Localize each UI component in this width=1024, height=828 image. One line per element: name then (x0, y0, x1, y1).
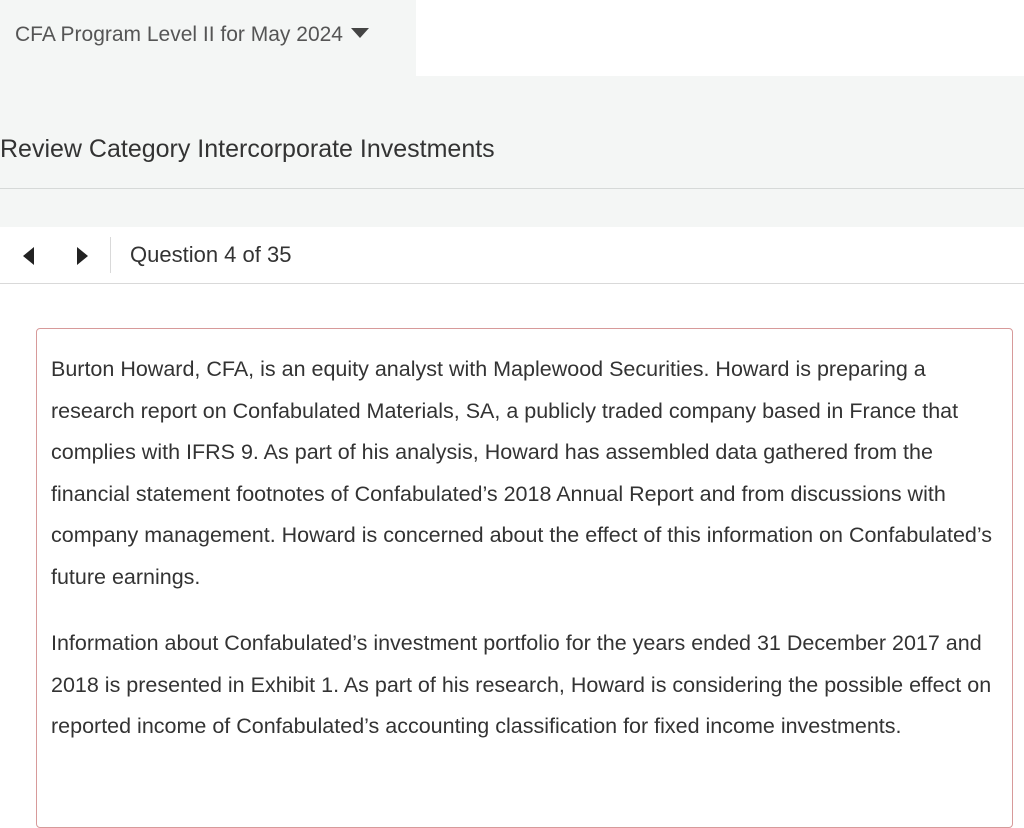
next-question-button[interactable] (67, 241, 97, 271)
program-selector-dropdown[interactable] (0, 0, 416, 76)
triangle-left-icon (23, 247, 34, 265)
triangle-right-icon (77, 247, 88, 265)
caret-down-icon (351, 28, 369, 38)
question-counter: Question 4 of 35 (130, 242, 292, 267)
case-paragraph: Information about Confabulated’s investment portfolio for the years ended 31 December 2017 and 2018 is presented in Exhibit 1. As part of his research, Howard is considering the possible effect on reported income of Confabulated’s accounting classification for fixed income investments. (51, 631, 992, 738)
nav-divider (110, 237, 111, 273)
question-navigation-bar (0, 227, 1024, 284)
case-paragraph: Burton Howard, CFA, is an equity analyst with Maplewood Securities. Howard is preparing a research report on Confabulated Materials, SA, a publicly traded company based in France that complies with IFRS 9. As part of his analysis, Howard has assembled data gathered from the financial statement footnotes of Confabulated’s 2018 Annual Report and from discussions with company management. Howard is concerned about the effect of this information on Confabulated’s future earnings. (51, 357, 992, 589)
category-header (0, 76, 1024, 227)
program-label: CFA Program Level II for May 2024 (15, 23, 343, 46)
page-title: Review Category Intercorporate Investments (0, 135, 495, 163)
divider (0, 188, 1024, 189)
top-bar (0, 0, 1024, 76)
case-description-box (36, 328, 1013, 828)
previous-question-button[interactable] (13, 241, 43, 271)
